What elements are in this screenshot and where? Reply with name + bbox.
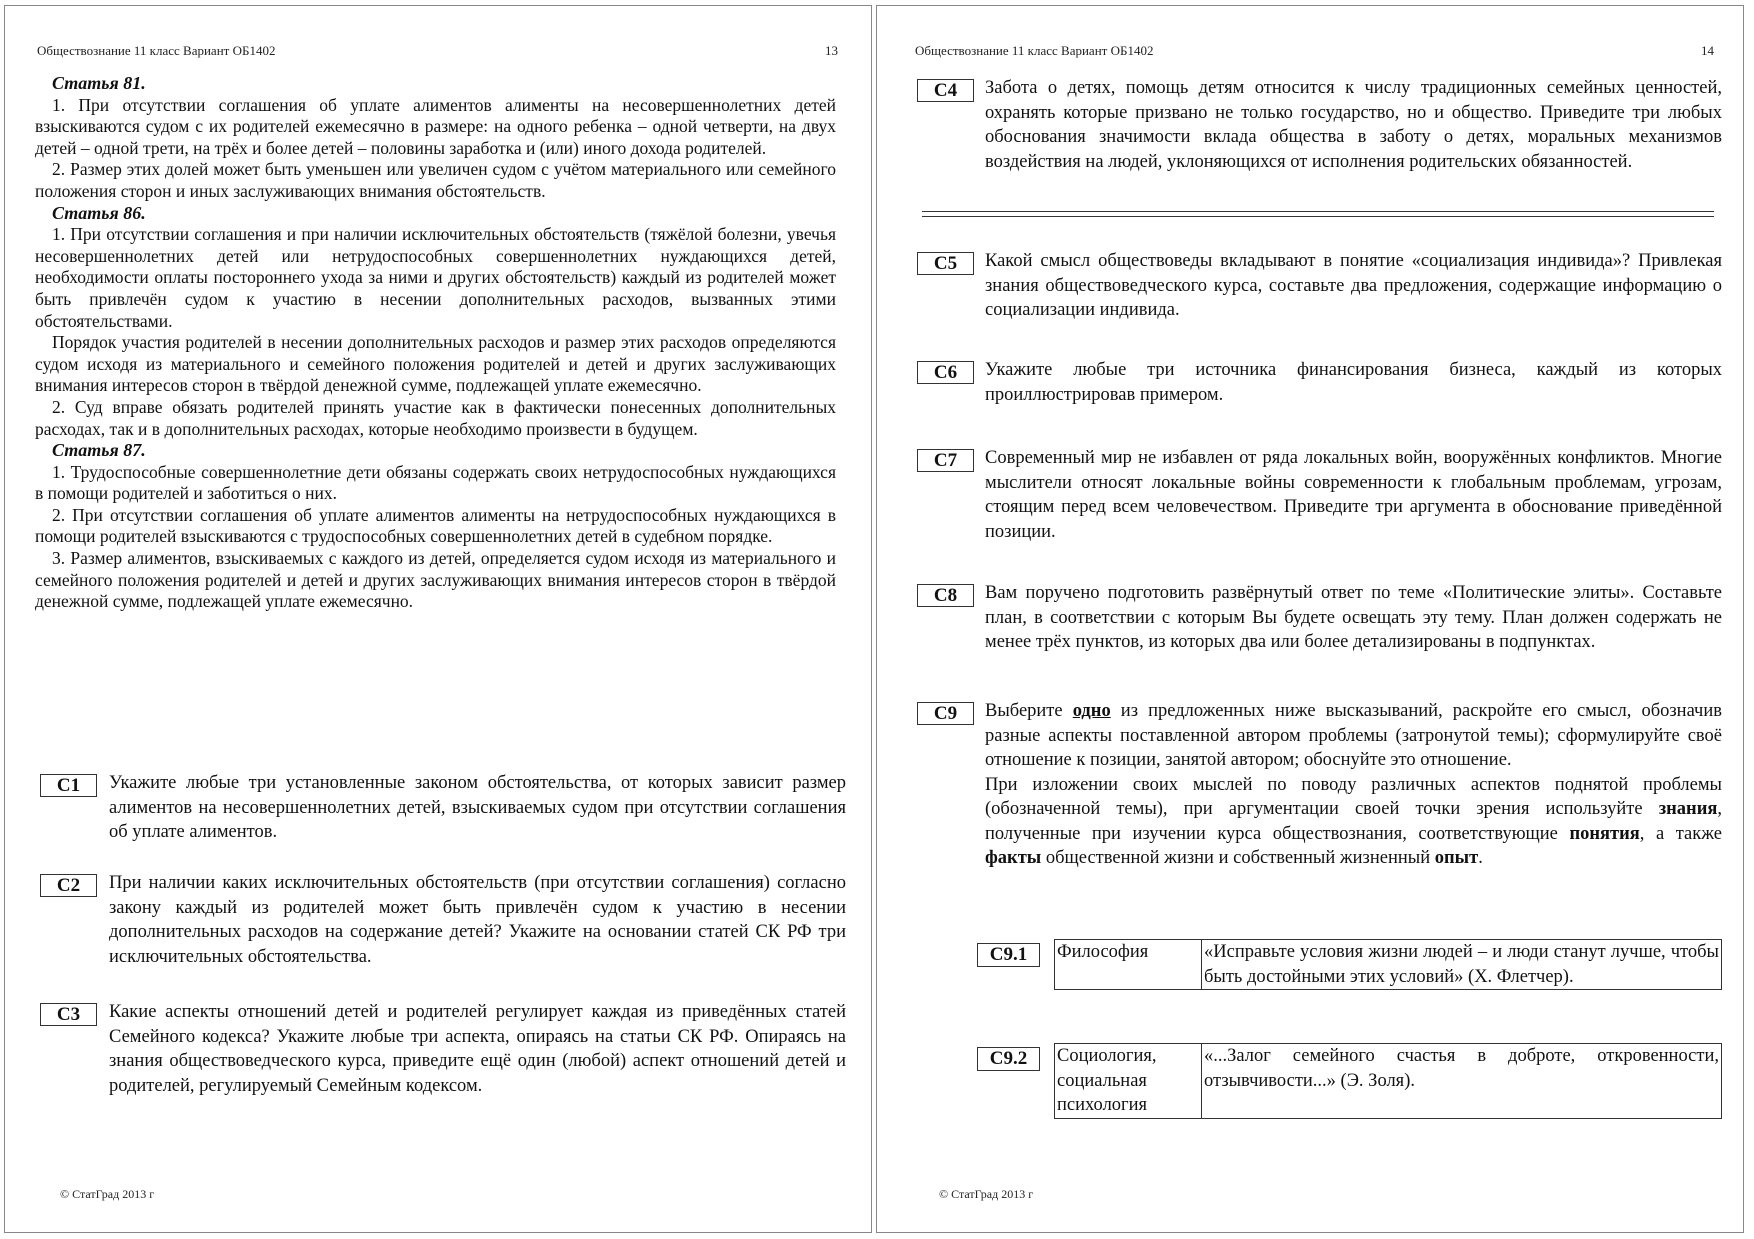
keyword-concepts: понятия (1569, 823, 1640, 844)
task-label-c9: С9 (917, 702, 974, 725)
running-header: Обществознание 11 класс Вариант ОБ1402 (915, 43, 1154, 58)
task-c3 (109, 1000, 846, 1098)
running-header: Обществознание 11 класс Вариант ОБ1402 (37, 43, 276, 58)
article-heading: Статья 81. (52, 73, 146, 93)
task-text: Вам поручено подготовить развёрнутый ответ по теме «Политические элиты». Составьте план, в соответствии с которым Вы будете освещать эту тему. План должен содержать не менее трёх пунктов, из которых два или более детализированы в подпунктах. (985, 583, 1722, 652)
task-c6 (985, 358, 1722, 407)
task-c4 (985, 76, 1722, 174)
task-text: Укажите любые три установленные законом обстоятельства, от которых зависит размер алиментов на несовершеннолетних детей, взыскиваемых судом при отсутствии соглашения об уплате алиментов. (109, 773, 846, 842)
task-c9 (985, 699, 1722, 871)
article-paragraph: Порядок участия родителей в несении дополнительных расходов и размер этих расходов определяются судом исходя из материального и семейного положения родителей и детей и других заслуживающих внимания интересов сторон в твёрдой денежной сумме, подлежащей уплате ежемесячно. (35, 332, 836, 396)
task-c7 (985, 446, 1722, 544)
task-label-c3: С3 (40, 1003, 97, 1026)
task-label-c9-2: С9.2 (977, 1047, 1040, 1071)
task-instruction: Выберите одно из предложенных ниже высказываний, раскройте его смысл, обозначив разные аспекты поставленной автором проблемы (затронутой темы); сформулируйте своё отношение к позиции, занятой автором; обоснуйте это отношение. (985, 701, 1722, 770)
quote-text: «...Залог семейного счастья в доброте, откровенности, отзывчивости...» (Э. Золя). (1202, 1044, 1722, 1119)
page-number: 14 (1701, 43, 1714, 58)
task-label-c6: С6 (917, 361, 974, 384)
task-label-c1: С1 (40, 774, 97, 797)
task-label-c7: С7 (917, 449, 974, 472)
task-guidance: При изложении своих мыслей по поводу различных аспектов поднятой проблемы (обозначенной темы), при аргументации своей точки зрения используйте знания, полученные при изучении курса обществознания, соответствующие понятия, а также факты общественной жизни и собственный жизненный опыт. (985, 774, 1722, 868)
article-paragraph: 1. При отсутствии соглашения и при наличии исключительных обстоятельств (тяжёлой болезни, увечья несовершеннолетних детей или нетрудоспособных совершеннолетних нуждающихся детей, необходимости оплаты постороннего ухода за ними и других обстоятельств) каждый из родителей может быть привлечён судом к участию в несении дополнительных расходов, вызванных этими обстоятельствами. (35, 224, 836, 331)
task-label-c8: С8 (917, 584, 974, 607)
task-text: Какие аспекты отношений детей и родителей регулирует каждая из приведённых статей Семейного кодекса? Укажите любые три аспекта, опираясь на статьи СК РФ. Опираясь на знания обществоведческого курса, приведите ещё один (любой) аспект отношений детей и родителей, регулируемый Семейным кодексом. (109, 1002, 846, 1096)
task-c8 (985, 581, 1722, 655)
task-label-c4: С4 (917, 79, 974, 102)
task-text: Забота о детях, помощь детям относится к числу традиционных семейных ценностей, охранять которые призвано не только государство, но и общество. Приведите три любых обоснования значимости вклада общества в заботу о детях, моральных механизмов воздействия на людей, уклоняющихся от исполнения родительских обязанностей. (985, 78, 1722, 172)
page-13 (4, 5, 872, 1233)
page-number: 13 (825, 43, 838, 58)
article-paragraph: 1. При отсутствии соглашения об уплате алиментов алименты на несовершеннолетних детей взыскиваются судом с их родителей ежемесячно в размере: на одного ребенка – одной четверти, на двух детей – одной трети, на трёх и более детей – половины заработка и (или) иного дохода родителей. (35, 94, 836, 158)
task-label-c5: С5 (917, 252, 974, 275)
task-text: При наличии каких исключительных обстоятельств (при отсутствии соглашения) согласно закону каждый из родителей может быть привлечён судом к участию в несении дополнительных расходов на содержание детей? Укажите на основании статей СК РФ три исключительных обстоятельства. (109, 873, 846, 967)
section-divider (922, 216, 1714, 217)
article-paragraph: 2. При отсутствии соглашения об уплате алиментов алименты на нетрудоспособных нуждающихся в помощи родителей взыскиваются с трудоспособных совершеннолетних детей в судебном порядке. (35, 504, 836, 547)
task-c1 (109, 771, 846, 845)
task-label-c9-1: С9.1 (977, 943, 1040, 967)
keyword-knowledge: знания (1658, 799, 1718, 819)
article-heading: Статья 86. (52, 202, 146, 223)
copyright-footer: © СтатГрад 2013 г (60, 1187, 155, 1201)
quote-table-c9-1 (1054, 939, 1722, 990)
article-paragraph: 2. Суд вправе обязать родителей принять участие как в фактически понесенных дополнительных расходах, так и в дополнительных расходах, которые необходимо произвести в будущем. (35, 396, 836, 439)
family-code-excerpt (35, 73, 836, 613)
article-heading: Статья 87. (52, 440, 146, 461)
task-text: Укажите любые три источника финансирования бизнеса, каждый из которых проиллюстрировав примером. (985, 360, 1722, 405)
task-c5 (985, 249, 1722, 323)
quote-table-c9-2 (1054, 1043, 1722, 1119)
keyword-facts: факты (985, 848, 1042, 868)
task-c2 (109, 871, 846, 969)
article-paragraph: 3. Размер алиментов, взыскиваемых с каждого из детей, определяется судом исходя из материального и семейного положения родителей и детей и других заслуживающих внимания интересов сторон в твёрдой денежной сумме, подлежащей уплате ежемесячно. (35, 548, 836, 612)
quote-text: «Исправьте условия жизни людей – и люди станут лучше, чтобы быть достойными этих условий» (Х. Флетчер). (1202, 940, 1722, 990)
keyword-experience: опыт (1434, 848, 1479, 868)
task-text: Какой смысл обществоведы вкладывают в понятие «социализация индивида»? Привлекая знания обществоведческого курса, составьте два предложения, содержащие информацию о социализации индивида. (985, 251, 1722, 320)
article-paragraph: 2. Размер этих долей может быть уменьшен или увеличен судом с учётом материального или семейного положения сторон и иных заслуживающих внимания обстоятельств. (35, 159, 836, 201)
article-paragraph: 1. Трудоспособные совершеннолетние дети обязаны содержать своих нетрудоспособных нуждающихся в помощи родителей и заботиться о них. (35, 461, 836, 504)
page-14 (876, 5, 1744, 1233)
copyright-footer: © СтатГрад 2013 г (939, 1187, 1034, 1201)
section-divider (922, 211, 1714, 212)
emphasis-one: одно (1072, 701, 1111, 721)
task-label-c2: С2 (40, 874, 97, 897)
task-text: Современный мир не избавлен от ряда локальных войн, вооружённых конфликтов. Многие мыслители относят локальные войны современности к глобальным проблемам, угрозам, стоящим перед всем человечеством. Приведите три аргумента в обоснование приведённой позиции. (985, 448, 1722, 542)
quote-topic: Социология, социальная психология (1055, 1044, 1202, 1119)
quote-topic: Философия (1055, 940, 1202, 990)
